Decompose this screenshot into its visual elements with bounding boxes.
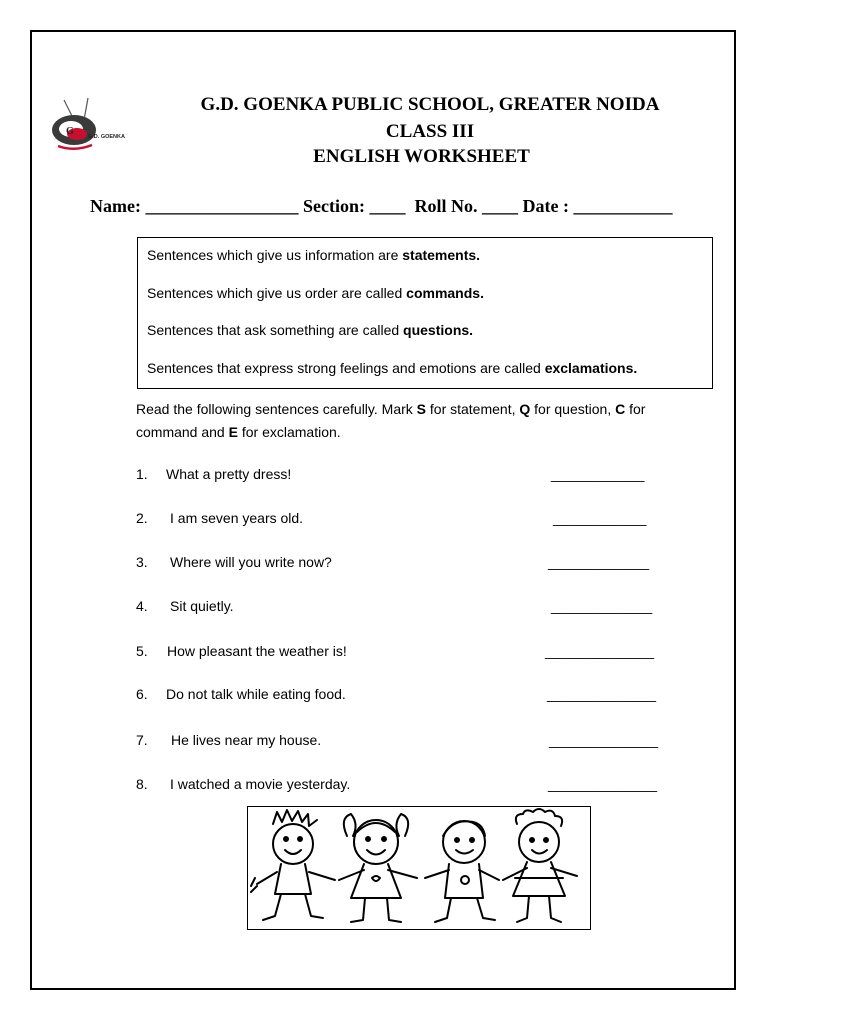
instructions: Read the following sentences carefully. Mark S for statement, Q for question, C for command and E for exclamation. <box>136 401 646 440</box>
question-number: 2. <box>136 510 148 526</box>
answer-blank[interactable]: ____________ <box>553 510 647 526</box>
child-figure <box>339 814 417 922</box>
question-number: 4. <box>136 598 148 614</box>
answer-blank[interactable]: ______________ <box>548 776 658 792</box>
question-number: 3. <box>136 554 148 570</box>
definition-questions: Sentences that ask something are called questions. <box>147 322 474 338</box>
child-figure <box>425 821 499 922</box>
class-label: CLASS III <box>385 121 475 142</box>
question-row <box>0 598 768 618</box>
svg-text:G.D. GOENKA: G.D. GOENKA <box>88 134 125 140</box>
question-text: He lives near my house. <box>171 732 322 748</box>
answer-blank[interactable]: ______________ <box>549 732 659 748</box>
children-illustration <box>247 806 591 930</box>
definition-commands: Sentences which give us order are called commands. <box>147 285 484 301</box>
question-row <box>0 643 768 663</box>
child-figure <box>251 810 335 920</box>
question-text: I am seven years old. <box>170 510 304 526</box>
question-number: 1. <box>136 466 148 482</box>
question-text: Sit quietly. <box>170 598 234 614</box>
definitions-box <box>137 237 713 389</box>
question-number: 6. <box>136 686 148 702</box>
question-row <box>0 466 768 486</box>
question-row <box>0 732 768 752</box>
question-text: What a pretty dress! <box>166 466 292 482</box>
worksheet-title: ENGLISH WORKSHEET <box>313 146 530 167</box>
question-text: I watched a movie yesterday. <box>170 776 351 792</box>
student-info-fields[interactable]: Name: _________________ Section: ____ Roll No. ____ Date : ___________ <box>90 196 673 216</box>
child-figure <box>503 809 577 922</box>
question-row <box>0 776 768 796</box>
answer-blank[interactable]: ____________ <box>551 466 645 482</box>
question-row <box>0 554 768 574</box>
question-row <box>0 686 768 706</box>
question-text: Where will you write now? <box>170 554 332 570</box>
answer-blank[interactable]: ______________ <box>545 643 655 659</box>
question-text: How pleasant the weather is! <box>167 643 347 659</box>
question-number: 8. <box>136 776 148 792</box>
answer-blank[interactable]: _____________ <box>551 598 653 614</box>
question-text: Do not talk while eating food. <box>166 686 346 702</box>
answer-blank[interactable]: _____________ <box>548 554 650 570</box>
svg-text:G: G <box>66 126 74 137</box>
answer-blank[interactable]: ______________ <box>547 686 657 702</box>
school-name: G.D. GOENKA PUBLIC SCHOOL, GREATER NOIDA <box>200 94 660 115</box>
question-number: 7. <box>136 732 148 748</box>
definition-statements: Sentences which give us information are statements. <box>147 247 481 263</box>
question-row <box>0 510 768 530</box>
question-number: 5. <box>136 643 148 659</box>
definition-exclamations: Sentences that express strong feelings and emotions are called exclamations. <box>147 360 638 376</box>
